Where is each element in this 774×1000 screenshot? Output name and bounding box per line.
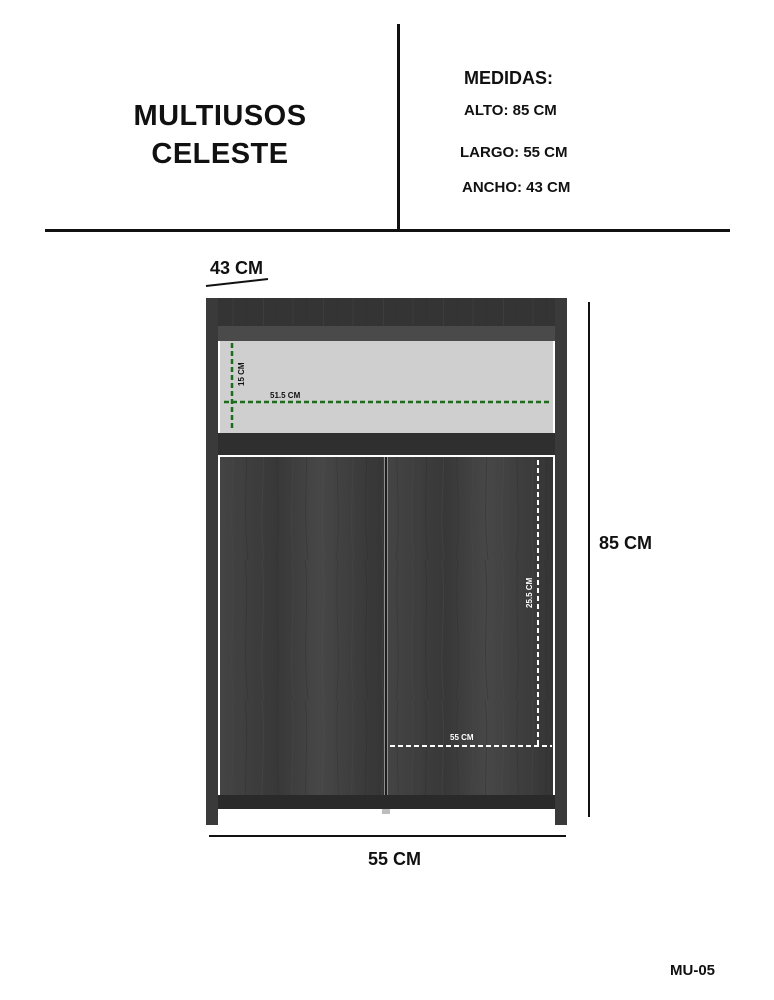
cabinet-width-label: 55 CM: [450, 733, 474, 742]
top-shelf-grain: [218, 298, 555, 326]
specs-heading: MEDIDAS:: [464, 68, 553, 88]
top-shelf-edge: [218, 326, 555, 341]
width-dimension-label: 55 CM: [368, 849, 422, 869]
opening-width-label: 51.5 CM: [270, 391, 301, 400]
open-compartment: [220, 341, 553, 433]
spec-alto: ALTO: 85 CM: [464, 102, 557, 119]
middle-shelf: [218, 433, 555, 455]
left-side-panel: [206, 298, 218, 825]
height-dimension-label: 85 CM: [599, 533, 653, 553]
depth-dimension-line: [206, 279, 268, 286]
left-door-grain: [220, 457, 384, 795]
cabinet-height-label: 25.5 CM: [525, 577, 534, 608]
bottom-foot: [382, 809, 390, 814]
spec-largo: LARGO: 55 CM: [460, 144, 568, 161]
opening-height-label: 15 CM: [237, 362, 246, 386]
depth-dimension-label: 43 CM: [210, 258, 264, 278]
product-code: MU-05: [670, 962, 716, 979]
right-door-grain: [388, 457, 553, 795]
bottom-plinth: [218, 795, 555, 809]
product-title-line-2: CELESTE: [151, 138, 289, 170]
spec-ancho: ANCHO: 43 CM: [462, 179, 571, 196]
right-side-panel: [555, 298, 567, 825]
product-title-line-1: MULTIUSOS: [133, 100, 307, 132]
